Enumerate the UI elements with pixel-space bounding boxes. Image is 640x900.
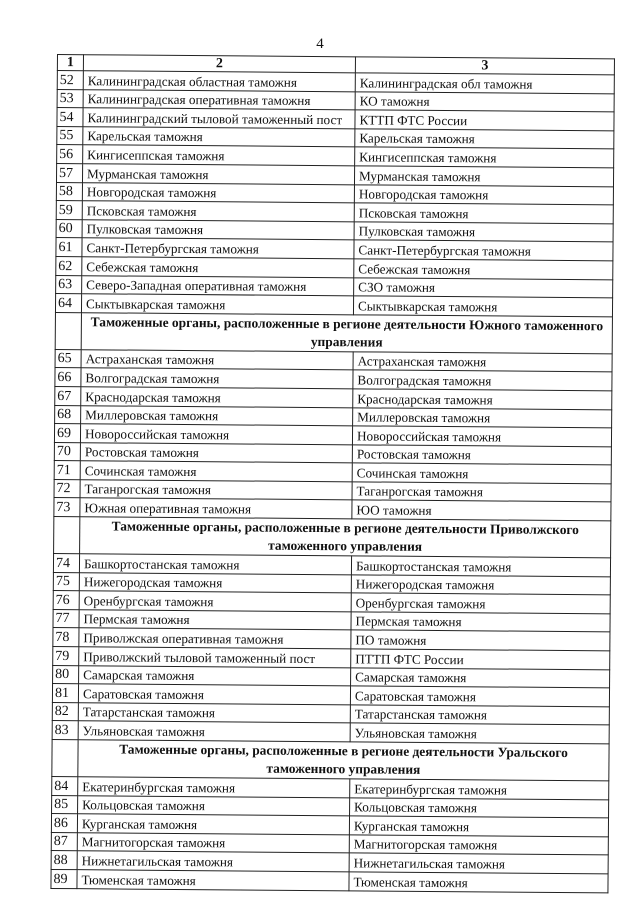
customs-short-name: Миллеровская таможня [353,407,612,428]
customs-name: Приволжский тыловой таможенный пост [79,647,351,668]
customs-name: Екатеринбургская таможня [78,777,350,798]
row-number: 80 [53,665,79,684]
customs-short-name: Карельская таможня [355,129,614,150]
customs-name: Приволжская оперативная таможня [79,628,351,649]
customs-short-name: Таганрогская таможня [352,482,611,503]
customs-name: Северо-Западная оперативная таможня [82,275,354,296]
customs-short-name: Нижнетагильская таможня [349,853,608,874]
section-title: Таможенные органы, расположенные в регионе деятельности Уральского таможенного управления [78,740,609,781]
customs-name: Мурманская таможня [82,164,354,185]
customs-short-name: Татарстанская таможня [350,705,609,726]
customs-short-name: Мурманская таможня [354,166,613,187]
row-number: 52 [57,71,83,90]
row-number: 74 [53,554,79,573]
customs-name: Ростовская таможня [80,442,352,463]
section-header-empty-cell [55,312,81,349]
customs-name: Карельская таможня [83,126,355,147]
customs-short-name: Ростовская таможня [352,445,611,466]
row-number: 72 [54,479,80,498]
header-col-2: 2 [83,55,355,73]
page-number: 4 [316,36,324,52]
row-number: 83 [52,721,78,740]
customs-short-name: Псковская таможня [354,203,613,224]
customs-short-name: СЗО таможня [354,277,613,298]
customs-name: Саратовская таможня [78,684,350,705]
customs-short-name: Астраханская таможня [353,352,612,373]
customs-short-name: ПО таможня [351,630,610,651]
customs-name: Калининградская оперативная таможня [83,89,355,110]
customs-short-name: Сочинская таможня [352,463,611,484]
customs-name: Волгоградская таможня [81,368,353,389]
customs-name: Кингисеппская таможня [83,145,355,166]
table-body [51,71,614,893]
customs-name: Краснодарская таможня [81,387,353,408]
customs-name: Новгородская таможня [82,182,354,203]
customs-name: Новороссийская таможня [80,424,352,445]
header-col-3: 3 [355,57,614,75]
customs-short-name: Себежская таможня [354,259,613,280]
customs-name: Ульяновская таможня [78,721,350,742]
customs-name: Сочинская таможня [80,461,352,482]
customs-name: Сыктывкарская таможня [81,294,353,315]
row-number: 75 [53,572,79,591]
header-col-1: 1 [57,55,83,71]
row-number: 70 [54,442,80,461]
customs-name: Астраханская таможня [81,349,353,370]
section-header-row [54,517,611,558]
customs-short-name: Калининградская обл таможня [355,73,614,94]
customs-name: Магнитогорская таможня [77,832,349,853]
row-number: 59 [56,201,82,220]
customs-short-name: Кольцовская таможня [350,797,609,818]
row-number: 86 [51,814,77,833]
customs-name: Пермская таможня [79,610,351,631]
customs-name: Пулковская таможня [82,219,354,240]
customs-short-name: Новгородская таможня [354,184,613,205]
section-header-empty-cell [54,517,80,554]
row-number: 87 [51,832,77,851]
customs-short-name: Санкт-Петербургская таможня [354,240,613,261]
customs-name: Нижегородская таможня [79,572,351,593]
customs-name: Миллеровская таможня [81,405,353,426]
customs-short-name: Оренбургская таможня [351,593,610,614]
customs-name: Псковская таможня [82,201,354,222]
customs-short-name: КО таможня [355,91,614,112]
row-number: 82 [52,702,78,721]
row-number: 77 [53,609,79,628]
row-number: 81 [52,684,78,703]
section-header-row [55,312,612,353]
customs-table [50,54,615,893]
customs-name: Калининградская областная таможня [83,71,355,92]
customs-short-name: ПТТП ФТС России [351,649,610,670]
customs-name: Себежская таможня [82,257,354,278]
table-row [51,869,608,892]
customs-short-name: Курганская таможня [349,816,608,837]
row-number: 84 [52,776,78,795]
customs-short-name: Пермская таможня [351,612,610,633]
customs-short-name: ЮО таможня [352,500,611,521]
customs-name: Нижнетагильская таможня [77,851,349,872]
customs-short-name: Кингисеппская таможня [355,147,614,168]
row-number: 85 [52,795,78,814]
customs-name: Кольцовская таможня [78,795,350,816]
row-number: 78 [53,628,79,647]
customs-name: Татарстанская таможня [78,703,350,724]
row-number: 57 [56,163,82,182]
section-header-row [52,739,609,780]
customs-short-name: Башкортостанская таможня [351,556,610,577]
row-number: 62 [56,256,82,275]
row-number: 54 [57,108,83,127]
customs-short-name: Краснодарская таможня [353,389,612,410]
row-number: 73 [54,498,80,517]
customs-name: Оренбургская таможня [79,591,351,612]
row-number: 67 [55,386,81,405]
row-number: 69 [54,424,80,443]
row-number: 65 [55,349,81,368]
section-header-empty-cell [52,739,78,776]
customs-short-name: Пулковская таможня [354,222,613,243]
section-title: Таможенные органы, расположенные в регионе деятельности Южного таможенного управления [81,312,612,353]
customs-name: Тюменская таможня [77,870,349,891]
customs-short-name: Нижегородская таможня [351,574,610,595]
row-number: 56 [57,145,83,164]
customs-name: Южная оперативная таможня [80,498,352,519]
row-number: 76 [53,591,79,610]
customs-name: Курганская таможня [77,814,349,835]
row-number: 71 [54,461,80,480]
customs-short-name: КТТП ФТС России [355,110,614,131]
customs-short-name: Самарская таможня [351,667,610,688]
customs-short-name: Ульяновская таможня [350,723,609,744]
row-number: 79 [53,647,79,666]
customs-short-name: Саратовская таможня [350,686,609,707]
row-number: 68 [55,405,81,424]
row-number: 89 [51,869,77,888]
row-number: 60 [56,219,82,238]
customs-name: Таганрогская таможня [80,480,352,501]
customs-name: Самарская таможня [79,665,351,686]
customs-short-name: Екатеринбургская таможня [350,779,609,800]
row-number: 64 [55,294,81,313]
customs-short-name: Новороссийская таможня [352,426,611,447]
row-number: 66 [55,368,81,387]
row-number: 61 [56,238,82,257]
customs-short-name: Тюменская таможня [349,872,608,893]
row-number: 53 [57,89,83,108]
section-title: Таможенные органы, расположенные в регионе деятельности Приволжского таможенного управления [80,517,611,558]
customs-short-name: Магнитогорская таможня [349,835,608,856]
row-number: 88 [51,851,77,870]
customs-short-name: Волгоградская таможня [353,370,612,391]
row-number: 55 [57,126,83,145]
customs-name: Калининградский тыловой таможенный пост [83,108,355,129]
row-number: 63 [56,275,82,294]
customs-short-name: Сыктывкарская таможня [353,296,612,317]
customs-name: Санкт-Петербургская таможня [82,238,354,259]
customs-name: Башкортостанская таможня [79,554,351,575]
row-number: 58 [56,182,82,201]
